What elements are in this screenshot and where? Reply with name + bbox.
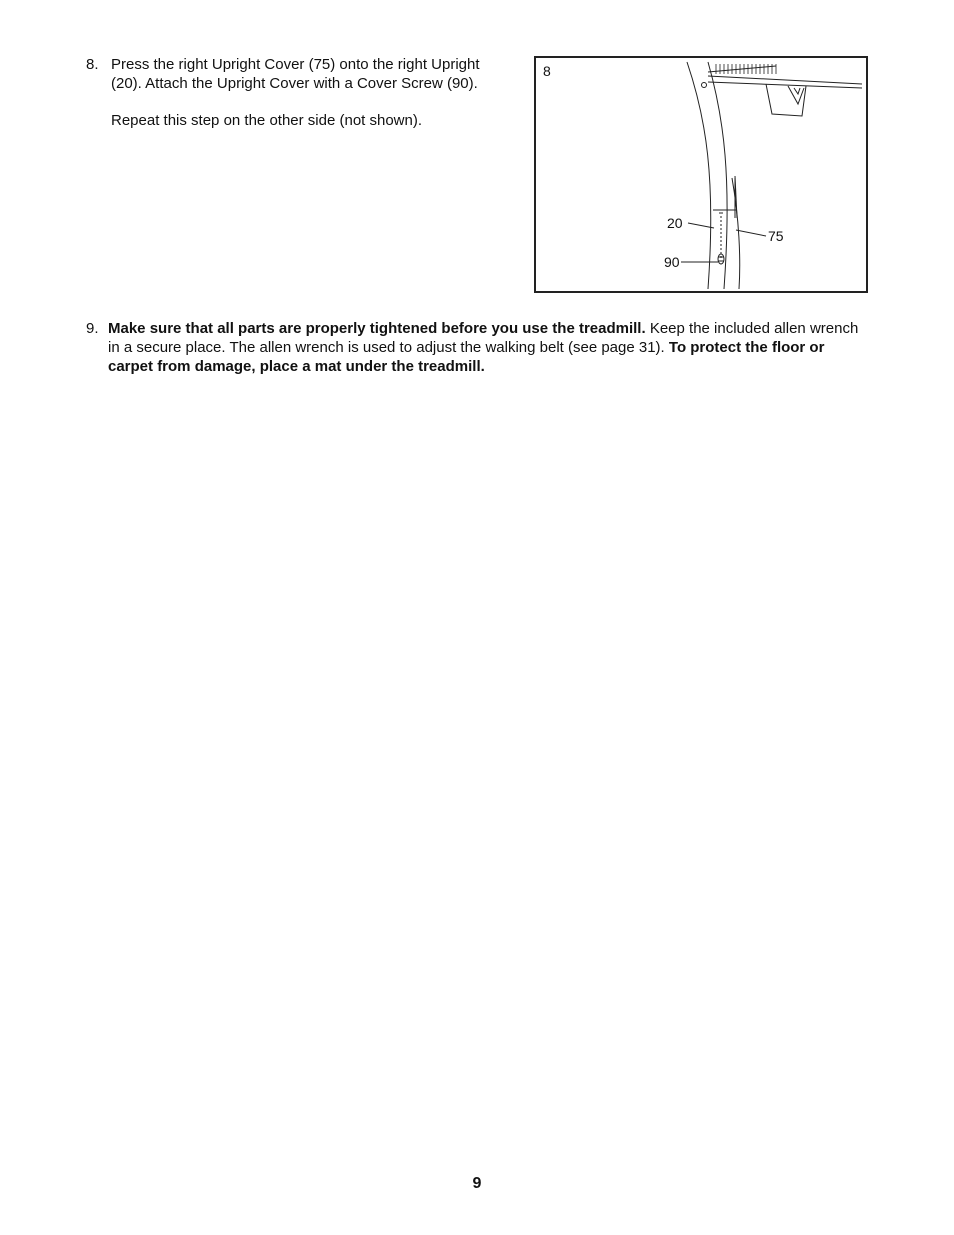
step-8-line-2: (20). Attach the Upright Cover with a Cover Screw (90). (111, 75, 478, 92)
step-9-bold-warning: To protect the floor or carpet from damage, place a mat under the treadmill. (108, 339, 825, 375)
step-8-body (111, 55, 511, 130)
figure-8-illustration (536, 58, 866, 291)
step-9-text: Keep the included allen wrench in a secure place. The allen wrench is used to adjust the walking belt (see page 31). (108, 320, 859, 356)
step-8-repeat-note: Repeat this step on the other side (not shown). (111, 112, 423, 129)
figure-8 (534, 56, 868, 293)
figure-number: 8 (543, 63, 551, 79)
page-number: 9 (472, 1175, 482, 1192)
step-9-number: 9. (86, 320, 99, 337)
callout-20: 20 (667, 215, 683, 231)
step-8-number: 8. (86, 56, 99, 73)
callout-75: 75 (768, 228, 784, 244)
step-9-body (108, 319, 868, 376)
step-8-line-1: Press the right Upright Cover (75) onto the right Upright (111, 56, 480, 73)
step-9-bold-instruction: Make sure that all parts are properly tightened before you use the treadmill. (108, 320, 646, 337)
callout-90: 90 (664, 254, 680, 270)
